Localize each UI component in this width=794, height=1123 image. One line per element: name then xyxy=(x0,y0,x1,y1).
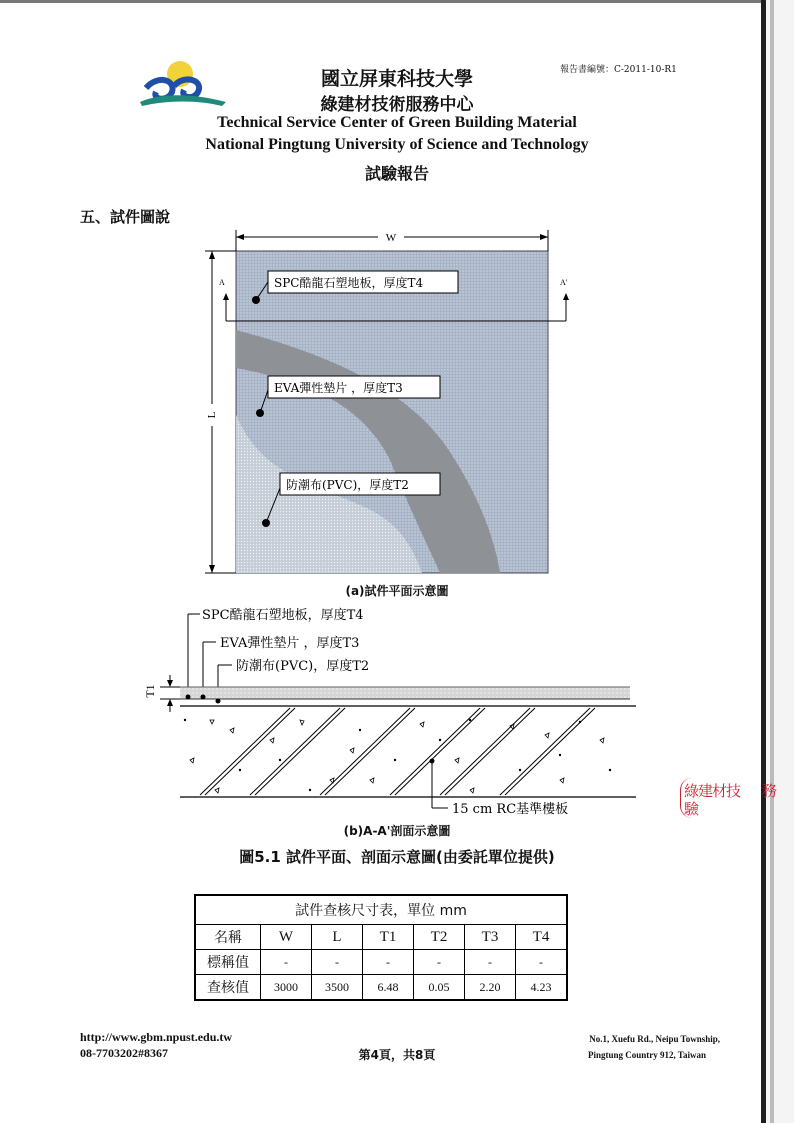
center-name-en: Technical Service Center of Green Building Material xyxy=(217,114,577,131)
approval-stamp xyxy=(680,778,790,820)
section-label-eva: EVA彈性墊片 ，厚度T3 xyxy=(220,636,360,651)
table-cell: 0.05 xyxy=(414,975,465,1001)
table-cell: 標稱值 xyxy=(195,950,261,975)
stamp-text-1: 綠建材技 xyxy=(684,782,741,800)
table-header-cell: T1 xyxy=(363,925,414,950)
plan-label-spc: SPC酷龍石塑地板，厚度T4 xyxy=(274,276,424,290)
table-cell: 4.23 xyxy=(516,975,568,1001)
table-cell: - xyxy=(261,950,312,975)
dimension-table xyxy=(194,894,568,1001)
plan-section-a: A xyxy=(219,278,225,287)
table-header-cell: 名稱 xyxy=(195,925,261,950)
plan-dim-l: L xyxy=(206,411,218,419)
footer-phone: 08-7703202#8367 xyxy=(80,1046,168,1060)
section-title: 五、試件圖說 xyxy=(80,208,171,226)
table-row xyxy=(195,950,567,975)
section-label-pvc: 防潮布(PVC)，厚度T2 xyxy=(236,659,370,674)
center-name-cn: 綠建材技術服務中心 xyxy=(320,95,474,115)
report-title: 試驗報告 xyxy=(364,164,429,183)
table-header-cell: T3 xyxy=(465,925,516,950)
plan-dim-w: W xyxy=(385,232,397,244)
table-cell: 2.20 xyxy=(465,975,516,1001)
footer-address-line1: No.1, Xuefu Rd., Neipu Township, xyxy=(589,1034,720,1044)
table-header-row xyxy=(195,925,567,950)
plan-section-a-prime: A' xyxy=(560,278,568,287)
table-header-cell: T4 xyxy=(516,925,568,950)
section-label-spc: SPC酷龍石塑地板，厚度T4 xyxy=(202,608,364,623)
table-cell: 6.48 xyxy=(363,975,414,1001)
footer-url: http://www.gbm.npust.edu.tw xyxy=(80,1030,233,1044)
page-number: 第4頁，共8頁 xyxy=(358,1048,436,1062)
university-name-en: National Pingtung University of Science and Technology xyxy=(205,136,589,153)
plan-label-eva: EVA彈性墊片 ，厚度T3 xyxy=(274,381,403,395)
section-label-slab: 15 cm RC基準樓板 xyxy=(452,802,569,817)
table-cell: 查核值 xyxy=(195,975,261,1001)
section-dim-t1: T1 xyxy=(143,684,157,698)
stamp-text-2: 驗 xyxy=(684,800,700,818)
table-header-cell: W xyxy=(261,925,312,950)
table-cell: - xyxy=(414,950,465,975)
table-header-cell: T2 xyxy=(414,925,465,950)
section-view-caption: (b)A-A'剖面示意圖 xyxy=(343,824,451,838)
table-cell: 3500 xyxy=(312,975,363,1001)
report-number: 報告書編號：C-2011-10-R1 xyxy=(560,65,677,75)
table-cell: - xyxy=(363,950,414,975)
table-title: 試件查核尺寸表，單位 mm xyxy=(195,895,567,925)
table-row xyxy=(195,975,567,1001)
table-cell: 3000 xyxy=(261,975,312,1001)
table-cell: - xyxy=(516,950,568,975)
table-cell: - xyxy=(312,950,363,975)
plan-label-pvc: 防潮布(PVC)，厚度T2 xyxy=(286,478,409,492)
figure-caption: 圖5.1 試件平面、剖面示意圖(由委託單位提供) xyxy=(239,848,555,866)
university-name-cn: 國立屏東科技大學 xyxy=(320,68,473,90)
footer-address-line2: Pingtung Country 912, Taiwan xyxy=(587,1050,706,1060)
table-header-cell: L xyxy=(312,925,363,950)
table-cell: - xyxy=(465,950,516,975)
plan-view-caption: (a)試件平面示意圖 xyxy=(345,584,449,598)
stamp-text-3: 務 xyxy=(762,782,778,800)
